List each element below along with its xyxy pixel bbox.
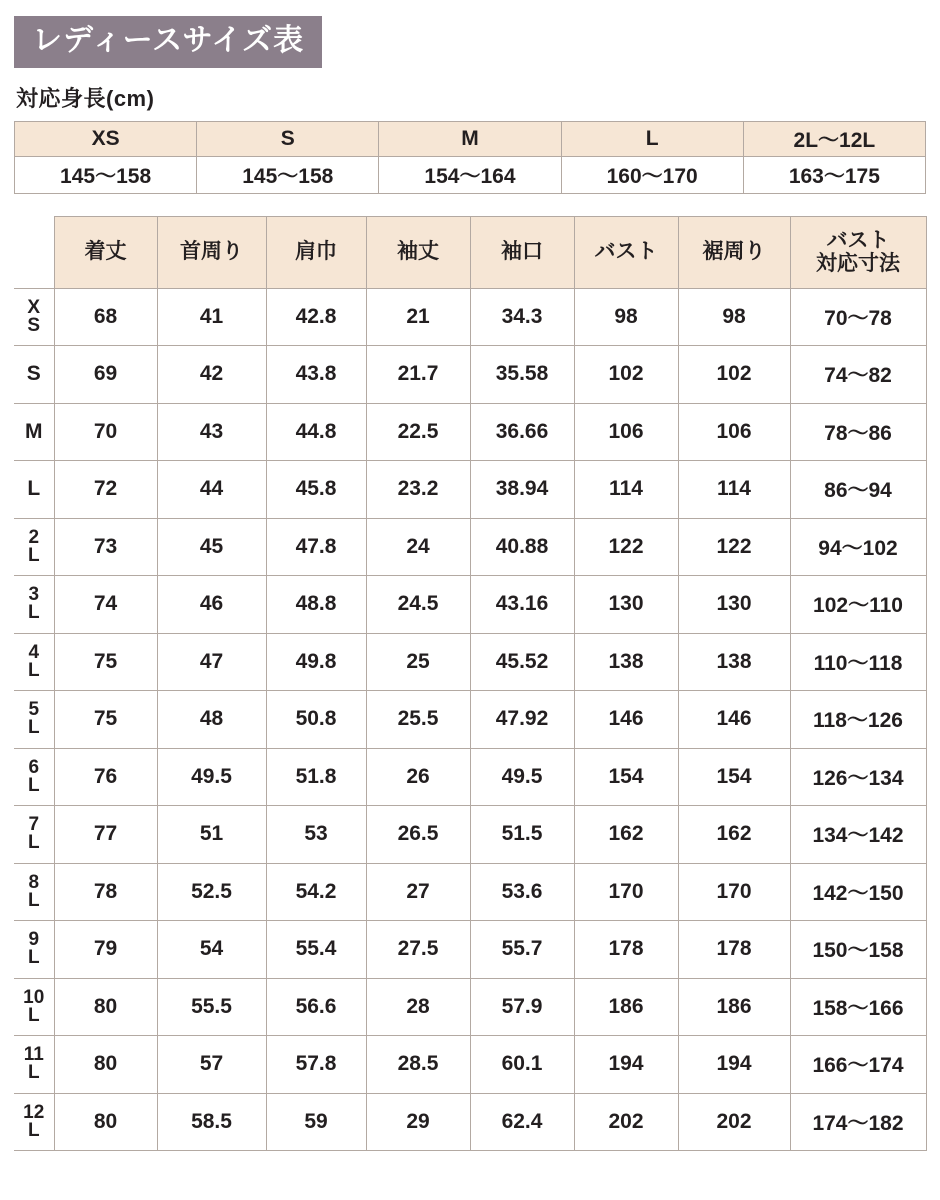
- measurement-cell: 47.8: [266, 518, 366, 576]
- table-row: [14, 806, 926, 864]
- measurement-cell: 146: [678, 691, 790, 749]
- measurement-cell: 43.16: [470, 576, 574, 634]
- measurement-cell: 86〜94: [790, 461, 926, 519]
- measurement-cell: 54.2: [266, 863, 366, 921]
- measurement-header-bust-taiou-line1: バスト: [826, 228, 890, 252]
- measurement-header-bust-taiou: [790, 216, 926, 288]
- measurement-cell: 51: [157, 806, 266, 864]
- row-size-label: 7 L: [14, 806, 54, 864]
- measurement-cell: 73: [54, 518, 157, 576]
- measurement-cell: 79: [54, 921, 157, 979]
- measurement-header-row: [14, 216, 926, 288]
- measurement-cell: 130: [574, 576, 678, 634]
- measurement-cell: 122: [574, 518, 678, 576]
- table-row: [14, 288, 926, 346]
- row-size-label: 12 L: [14, 1093, 54, 1151]
- table-row: [14, 978, 926, 1036]
- measurement-cell: 72: [54, 461, 157, 519]
- table-row: [14, 576, 926, 634]
- table-row: [14, 1036, 926, 1094]
- row-size-label: 8 L: [14, 863, 54, 921]
- measurement-cell: 52.5: [157, 863, 266, 921]
- measurement-cell: 50.8: [266, 691, 366, 749]
- measurement-cell: 74〜82: [790, 346, 926, 404]
- measurement-cell: 94〜102: [790, 518, 926, 576]
- measurement-cell: 70〜78: [790, 288, 926, 346]
- height-header-m: M: [379, 121, 561, 156]
- page-title: レディースサイズ表: [14, 16, 322, 68]
- measurement-section: [14, 216, 926, 1152]
- height-value-xs: 145〜158: [15, 156, 197, 193]
- measurement-cell: 110〜118: [790, 633, 926, 691]
- measurement-cell: 46: [157, 576, 266, 634]
- table-row: [14, 1093, 926, 1151]
- measurement-cell: 53.6: [470, 863, 574, 921]
- measurement-header-katahaba: 肩巾: [266, 216, 366, 288]
- measurement-cell: 54: [157, 921, 266, 979]
- measurement-header-kitake: 着丈: [54, 216, 157, 288]
- measurement-cell: 56.6: [266, 978, 366, 1036]
- measurement-cell: 48.8: [266, 576, 366, 634]
- measurement-cell: 194: [678, 1036, 790, 1094]
- height-header-xs: XS: [15, 121, 197, 156]
- measurement-cell: 23.2: [366, 461, 470, 519]
- measurement-cell: 202: [678, 1093, 790, 1151]
- table-row: [14, 748, 926, 806]
- measurement-cell: 142〜150: [790, 863, 926, 921]
- measurement-cell: 126〜134: [790, 748, 926, 806]
- measurement-cell: 29: [366, 1093, 470, 1151]
- measurement-cell: 45: [157, 518, 266, 576]
- measurement-cell: 80: [54, 978, 157, 1036]
- measurement-cell: 27.5: [366, 921, 470, 979]
- measurement-cell: 48: [157, 691, 266, 749]
- measurement-cell: 98: [574, 288, 678, 346]
- measurement-cell: 36.66: [470, 403, 574, 461]
- measurement-cell: 146: [574, 691, 678, 749]
- measurement-cell: 57: [157, 1036, 266, 1094]
- measurement-corner-cell: [14, 216, 54, 288]
- measurement-header-bust: バスト: [574, 216, 678, 288]
- measurement-cell: 27: [366, 863, 470, 921]
- measurement-header-bust-taiou-line2: 対応寸法: [816, 252, 900, 275]
- row-size-label: 5 L: [14, 691, 54, 749]
- measurement-cell: 45.8: [266, 461, 366, 519]
- height-header-2l-12l: 2L〜12L: [743, 121, 925, 156]
- measurement-cell: 45.52: [470, 633, 574, 691]
- height-value-2l-12l: 163〜175: [743, 156, 925, 193]
- measurement-cell: 194: [574, 1036, 678, 1094]
- table-row: [14, 518, 926, 576]
- measurement-cell: 69: [54, 346, 157, 404]
- measurement-cell: 102: [574, 346, 678, 404]
- height-header-s: S: [197, 121, 379, 156]
- measurement-cell: 118〜126: [790, 691, 926, 749]
- measurement-cell: 102〜110: [790, 576, 926, 634]
- measurement-cell: 78: [54, 863, 157, 921]
- measurement-header-sodetake: 袖丈: [366, 216, 470, 288]
- measurement-cell: 43: [157, 403, 266, 461]
- measurement-cell: 55.7: [470, 921, 574, 979]
- table-row: [14, 403, 926, 461]
- height-value-m: 154〜164: [379, 156, 561, 193]
- measurement-cell: 80: [54, 1093, 157, 1151]
- measurement-cell: 75: [54, 633, 157, 691]
- measurement-cell: 47: [157, 633, 266, 691]
- row-size-label: L: [14, 461, 54, 519]
- measurement-cell: 80: [54, 1036, 157, 1094]
- measurement-cell: 26: [366, 748, 470, 806]
- row-size-label: 4 L: [14, 633, 54, 691]
- measurement-table: [14, 216, 927, 1152]
- row-size-label: M: [14, 403, 54, 461]
- measurement-cell: 44: [157, 461, 266, 519]
- measurement-cell: 114: [678, 461, 790, 519]
- measurement-cell: 154: [574, 748, 678, 806]
- row-size-label: S: [14, 346, 54, 404]
- measurement-cell: 74: [54, 576, 157, 634]
- measurement-cell: 186: [574, 978, 678, 1036]
- height-section-label: 対応身長(cm): [16, 85, 155, 111]
- measurement-cell: 44.8: [266, 403, 366, 461]
- measurement-cell: 47.92: [470, 691, 574, 749]
- measurement-cell: 77: [54, 806, 157, 864]
- measurement-cell: 114: [574, 461, 678, 519]
- table-row: [14, 346, 926, 404]
- measurement-cell: 174〜182: [790, 1093, 926, 1151]
- height-table-value-row: [15, 156, 926, 193]
- measurement-cell: 55.4: [266, 921, 366, 979]
- height-value-s: 145〜158: [197, 156, 379, 193]
- measurement-cell: 26.5: [366, 806, 470, 864]
- measurement-cell: 35.58: [470, 346, 574, 404]
- measurement-cell: 158〜166: [790, 978, 926, 1036]
- measurement-cell: 178: [574, 921, 678, 979]
- measurement-cell: 102: [678, 346, 790, 404]
- table-row: [14, 863, 926, 921]
- measurement-cell: 22.5: [366, 403, 470, 461]
- measurement-cell: 75: [54, 691, 157, 749]
- table-row: [14, 461, 926, 519]
- measurement-cell: 202: [574, 1093, 678, 1151]
- measurement-cell: 162: [574, 806, 678, 864]
- height-value-l: 160〜170: [561, 156, 743, 193]
- measurement-header-susomawari: 裾周り: [678, 216, 790, 288]
- table-row: [14, 633, 926, 691]
- measurement-cell: 58.5: [157, 1093, 266, 1151]
- measurement-cell: 24: [366, 518, 470, 576]
- row-size-label: 2 L: [14, 518, 54, 576]
- measurement-cell: 21: [366, 288, 470, 346]
- height-table: [14, 121, 926, 194]
- measurement-cell: 76: [54, 748, 157, 806]
- measurement-table-body: [14, 288, 926, 1151]
- measurement-cell: 154: [678, 748, 790, 806]
- measurement-cell: 21.7: [366, 346, 470, 404]
- measurement-cell: 98: [678, 288, 790, 346]
- measurement-cell: 28: [366, 978, 470, 1036]
- measurement-cell: 42.8: [266, 288, 366, 346]
- measurement-cell: 166〜174: [790, 1036, 926, 1094]
- measurement-cell: 60.1: [470, 1036, 574, 1094]
- table-row: [14, 921, 926, 979]
- row-size-label: 3 L: [14, 576, 54, 634]
- measurement-cell: 106: [574, 403, 678, 461]
- measurement-cell: 51.8: [266, 748, 366, 806]
- measurement-cell: 34.3: [470, 288, 574, 346]
- measurement-cell: 106: [678, 403, 790, 461]
- measurement-cell: 43.8: [266, 346, 366, 404]
- row-size-label: 10 L: [14, 978, 54, 1036]
- measurement-cell: 38.94: [470, 461, 574, 519]
- measurement-cell: 138: [678, 633, 790, 691]
- measurement-cell: 40.88: [470, 518, 574, 576]
- row-size-label: 6 L: [14, 748, 54, 806]
- row-size-label: 9 L: [14, 921, 54, 979]
- measurement-cell: 170: [678, 863, 790, 921]
- row-size-label: X S: [14, 288, 54, 346]
- height-table-header-row: [15, 121, 926, 156]
- measurement-cell: 49.5: [470, 748, 574, 806]
- measurement-header-kubimawari: 首周り: [157, 216, 266, 288]
- measurement-cell: 42: [157, 346, 266, 404]
- measurement-cell: 49.8: [266, 633, 366, 691]
- measurement-cell: 55.5: [157, 978, 266, 1036]
- measurement-cell: 25: [366, 633, 470, 691]
- measurement-cell: 59: [266, 1093, 366, 1151]
- measurement-cell: 178: [678, 921, 790, 979]
- measurement-cell: 41: [157, 288, 266, 346]
- measurement-cell: 24.5: [366, 576, 470, 634]
- measurement-cell: 134〜142: [790, 806, 926, 864]
- measurement-cell: 138: [574, 633, 678, 691]
- height-header-l: L: [561, 121, 743, 156]
- table-row: [14, 691, 926, 749]
- measurement-cell: 150〜158: [790, 921, 926, 979]
- measurement-cell: 130: [678, 576, 790, 634]
- measurement-cell: 170: [574, 863, 678, 921]
- measurement-cell: 70: [54, 403, 157, 461]
- measurement-cell: 62.4: [470, 1093, 574, 1151]
- measurement-cell: 28.5: [366, 1036, 470, 1094]
- measurement-header-sodeguchi: 袖口: [470, 216, 574, 288]
- measurement-cell: 51.5: [470, 806, 574, 864]
- measurement-cell: 122: [678, 518, 790, 576]
- measurement-cell: 162: [678, 806, 790, 864]
- measurement-cell: 186: [678, 978, 790, 1036]
- measurement-cell: 57.9: [470, 978, 574, 1036]
- measurement-cell: 57.8: [266, 1036, 366, 1094]
- row-size-label: 11 L: [14, 1036, 54, 1094]
- measurement-cell: 49.5: [157, 748, 266, 806]
- measurement-cell: 68: [54, 288, 157, 346]
- measurement-cell: 53: [266, 806, 366, 864]
- measurement-cell: 78〜86: [790, 403, 926, 461]
- measurement-cell: 25.5: [366, 691, 470, 749]
